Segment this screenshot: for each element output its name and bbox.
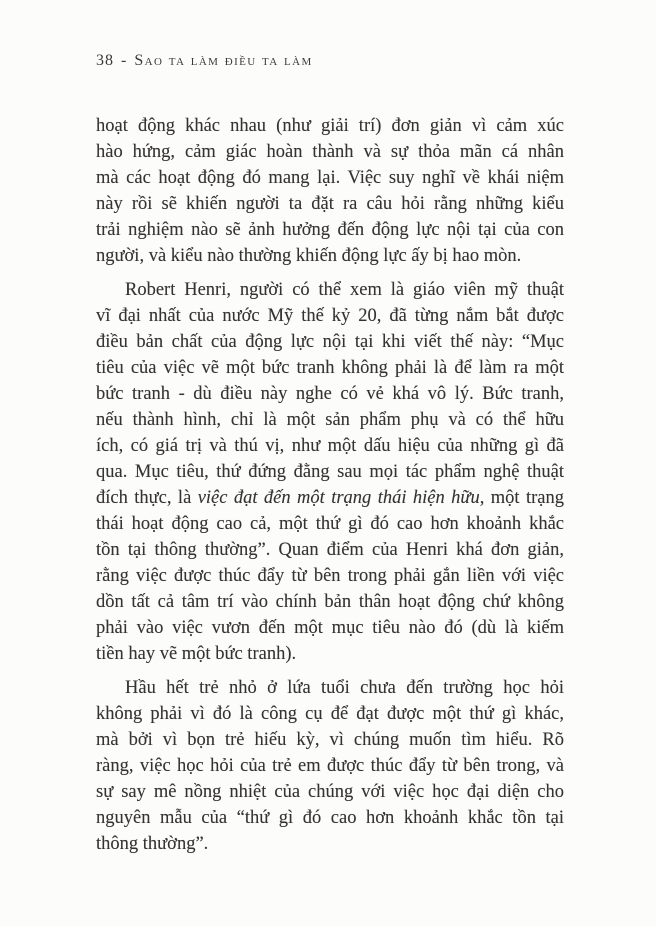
text-line	[96, 217, 564, 243]
text-line	[96, 753, 564, 779]
text-segment: rằng việc được thúc đẩy từ bên trong phải gắn liền với việc	[96, 566, 564, 586]
text-line	[96, 511, 564, 537]
text-line	[96, 831, 564, 857]
page-header	[96, 51, 313, 71]
text-segment: trải nghiệm nào sẽ ảnh hưởng đến động lực nội tại của con	[96, 220, 564, 240]
text-line	[96, 381, 564, 407]
text-line	[96, 277, 564, 303]
paragraph	[96, 113, 564, 269]
text-segment: tiêu của việc vẽ một bức tranh không phải là để làm ra một	[96, 358, 564, 378]
text-segment: thái hoạt động cao cả, một thứ gì đó cao hơn khoảnh khắc	[96, 514, 564, 534]
text-segment: Robert Henri, người có thể xem là giáo viên mỹ thuật	[125, 280, 564, 300]
running-title: Sao ta làm điều ta làm	[134, 52, 313, 69]
paragraph	[96, 277, 564, 667]
text-line	[96, 805, 564, 831]
text-segment: người, và kiểu nào thường khiến động lực ấy bị hao mòn.	[96, 246, 522, 266]
text-segment: đích thực, là	[96, 488, 198, 508]
text-line	[96, 727, 564, 753]
text-segment: dồn tất cả tâm trí vào chính bản thân hoạt động chứ không	[96, 592, 564, 612]
text-segment: mà bởi vì bọn trẻ hiếu kỳ, vì chúng muốn tìm hiểu. Rõ	[96, 730, 564, 750]
text-segment: , một trạng	[479, 488, 564, 508]
header-separator: -	[121, 52, 128, 69]
italic-text: việc đạt đến một trạng thái hiện hữu	[197, 488, 480, 508]
text-line	[96, 589, 564, 615]
paragraph	[96, 675, 564, 857]
text-segment: bức tranh - dù điều này nghe có vẻ khá vô lý. Bức tranh,	[96, 384, 564, 404]
text-segment: hoạt động khác nhau (như giải trí) đơn giản vì cảm xúc	[96, 116, 564, 136]
text-line	[96, 701, 564, 727]
text-line	[96, 563, 564, 589]
text-line	[96, 459, 564, 485]
text-line	[96, 433, 564, 459]
text-segment: mà các hoạt động đó mang lại. Việc suy nghĩ về khái niệm	[96, 168, 564, 188]
text-segment: tồn tại thông thường”. Quan điểm của Henri khá đơn giản,	[96, 540, 564, 560]
text-line	[96, 113, 564, 139]
text-segment: sự say mê nồng nhiệt của chúng với việc học đại diện cho	[96, 782, 564, 802]
text-segment: qua. Mục tiêu, thứ đứng đằng sau mọi tác phẩm nghệ thuật	[96, 462, 564, 482]
text-segment: tiền hay vẽ một bức tranh).	[96, 644, 297, 664]
body-text	[96, 113, 564, 857]
text-line	[96, 485, 564, 511]
text-line	[96, 165, 564, 191]
text-line	[96, 139, 564, 165]
text-segment: phải vào việc vươn đến một mục tiêu nào đó (dù là kiếm	[96, 618, 564, 638]
text-line	[96, 355, 564, 381]
text-segment: điều bản chất của động lực nội tại khi viết thế này: “Mục	[96, 332, 564, 352]
text-line	[96, 329, 564, 355]
text-line	[96, 303, 564, 329]
text-line	[96, 537, 564, 563]
page-number: 38	[96, 52, 114, 69]
text-segment: này rồi sẽ khiến người ta đặt ra câu hỏi rằng những kiểu	[96, 194, 564, 214]
text-segment: nếu thành hình, chỉ là một sản phẩm phụ và có thể hữu	[96, 410, 564, 430]
text-line	[96, 191, 564, 217]
text-line	[96, 779, 564, 805]
text-segment: thông thường”.	[96, 834, 209, 854]
text-line	[96, 243, 564, 269]
text-segment: vĩ đại nhất của nước Mỹ thế kỷ 20, đã từng nắm bắt được	[96, 306, 564, 326]
text-segment: Hầu hết trẻ nhỏ ở lứa tuổi chưa đến trường học hỏi	[125, 678, 564, 698]
text-line	[96, 615, 564, 641]
text-segment: ích, có giá trị và thú vị, như một dấu hiệu của những gì đã	[96, 436, 564, 456]
text-segment: nguyên mẫu của “thứ gì đó cao hơn khoảnh khắc tồn tại	[96, 808, 564, 828]
text-segment: ràng, việc học hỏi của trẻ em được thúc đẩy từ bên trong, và	[96, 756, 564, 776]
text-line	[96, 407, 564, 433]
text-line	[96, 641, 564, 667]
text-segment: không phải vì đó là công cụ để đạt được một thứ gì khác,	[96, 704, 564, 724]
text-segment: hào hứng, cảm giác hoàn thành và sự thỏa mãn cá nhân	[96, 142, 564, 162]
text-line	[96, 675, 564, 701]
